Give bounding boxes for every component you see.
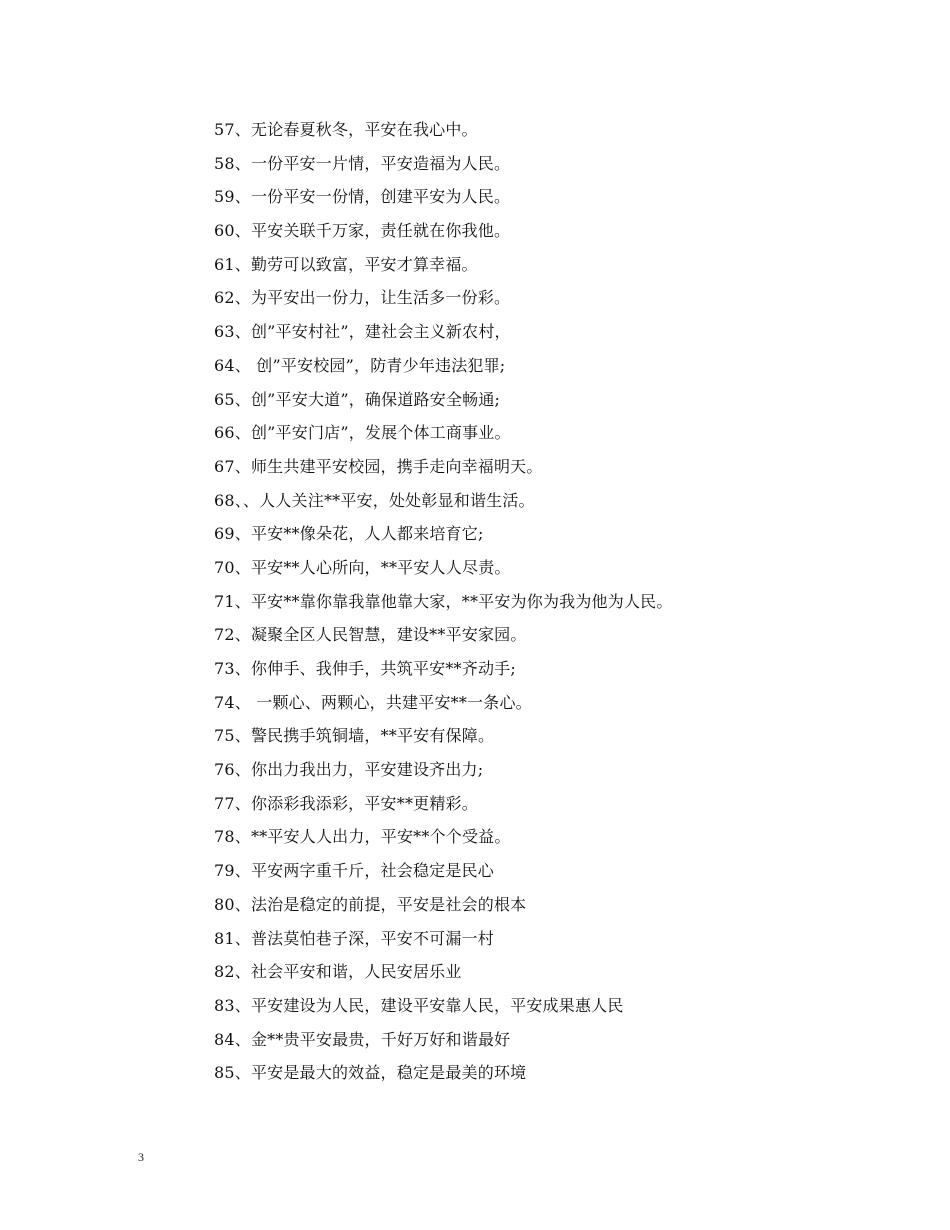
slogan-line: 65、创”平安大道”，确保道路安全畅通;: [214, 389, 501, 409]
slogan-line: 64、 创”平安校园”，防青少年违法犯罪;: [214, 355, 506, 375]
slogan-line: 63、创”平安村社”，建社会主义新农村，: [214, 322, 511, 342]
slogan-line: 66、创”平安门店”，发展个体工商事业。: [214, 423, 511, 443]
slogan-line: 70、平安**人心所向，**平安人人尽责。: [214, 557, 511, 577]
slogan-line: 76、你出力我出力，平安建设齐出力;: [214, 760, 484, 780]
page-number: 3: [138, 1150, 144, 1164]
slogan-line: 77、你添彩我添彩，平安**更精彩。: [214, 793, 478, 813]
slogan-line: 81、普法莫怕巷子深，平安不可漏一村: [214, 928, 494, 948]
slogan-line: 68、、人人关注**平安，处处彰显和谐生活。: [214, 490, 535, 510]
slogan-line: 84、金**贵平安最贵，千好万好和谐最好: [214, 1029, 511, 1049]
slogan-line: 57、无论春夏秋冬，平安在我心中。: [214, 120, 478, 139]
slogan-line: 85、平安是最大的效益，稳定是最美的环境: [214, 1063, 527, 1083]
slogan-list: [214, 116, 673, 1093]
slogan-line: 78、**平安人人出力，平安**个个受益。: [214, 827, 511, 847]
slogan-line: 79、平安两字重千斤，社会稳定是民心: [214, 861, 494, 881]
slogan-line: 61、勤劳可以致富，平安才算幸福。: [214, 254, 478, 274]
slogan-line: 67、师生共建平安校园，携手走向幸福明天。: [214, 456, 543, 476]
slogan-line: 59、一份平安一份情，创建平安为人民。: [214, 187, 511, 207]
slogan-line: 73、你伸手、我伸手，共筑平安**齐动手;: [214, 659, 516, 678]
slogan-line: 75、警民携手筑铜墙，**平安有保障。: [214, 726, 495, 746]
slogan-line: 58、一份平安一片情，平安造福为人民。: [214, 153, 511, 173]
slogan-line: 62、为平安出一份力，让生活多一份彩。: [214, 288, 511, 308]
slogan-line: 83、平安建设为人民，建设平安靠人民，平安成果惠人民: [214, 995, 624, 1015]
slogan-line: 74、 一颗心、两颗心，共建平安**一条心。: [214, 692, 532, 712]
slogan-line: 72、凝聚全区人民智慧，建设**平安家园。: [214, 625, 527, 645]
slogan-line: 60、平安关联千万家，责任就在你我他。: [214, 221, 511, 241]
slogan-line: 69、平安**像朵花，人人都来培育它;: [214, 524, 484, 544]
slogan-line: 71、平安**靠你靠我靠他靠大家，**平安为你为我为他为人民。: [214, 591, 673, 611]
slogan-line: 82、社会平安和谐，人民安居乐业: [214, 962, 462, 982]
slogan-line: 80、法治是稳定的前提，平安是社会的根本: [214, 894, 527, 914]
